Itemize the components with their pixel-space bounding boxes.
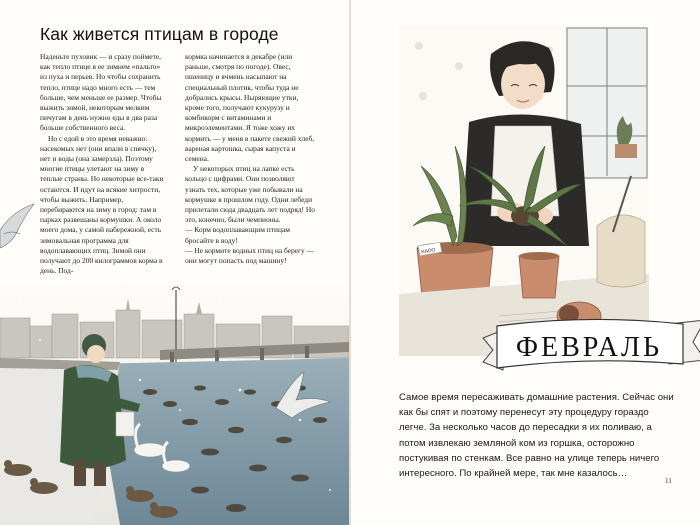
right-page	[351, 0, 700, 525]
caption-text: Самое время пересаживать домашние растения. Сейчас они как бы спят и поэтому перенесут эту процедуру гораздо легче. За несколько часов до пересадки я их поливаю, а потом извлекаю земляной ком из горшка, осторожно постукивая по стенкам. Все равно на улице теперь ничего интересного. По крайней мере, так мне казалось…	[399, 392, 674, 480]
paragraph: — Не кормите водных птиц на берегу — они могут попасть под машину!	[185, 245, 315, 266]
month-banner	[479, 316, 700, 378]
paragraph: Но с едой в это время неважно: насекомых нет (они впали в спячку), нет и воды (она замерзла). Поэтому многие птицы улетают на зиму в теплые страны. Но некоторые все-таки остаются. И идут на всякие хитрости, чтобы выжить. Например, перебираются на зиму в город: там в парках развешаны кормушки. А около моего дома, у самой набережной, есть зимовальная программа для водоплавающих птиц. Зимой они получают до 200 килограммов корма в день. Под-	[40, 133, 164, 276]
pot-label: KADO	[420, 247, 436, 256]
paragraph: кормка начинается в декабре (или раньше, смотря по погоде). Овес, пшеницу и ячмень насыпают на специальный плотик, чтобы туда не добрались крысы. Ныряющие утки, кроме того, получают кукурузу и комбикорм с витаминами и микроэлементами. Я тоже хожу их кормить — у меня в пакете свежий хлеб, вареная картошка, сырая капуста и семена.	[185, 52, 315, 164]
month-label: ФЕВРАЛЬ	[515, 332, 663, 363]
seagull-illustration	[0, 200, 40, 260]
text-column-1	[40, 52, 164, 276]
repotting-girl-illustration	[399, 26, 649, 356]
text-column-2	[185, 52, 315, 266]
paragraph: — Корм водоплавающим птицам бросайте в воду!	[185, 225, 290, 245]
page-number: 11	[665, 477, 672, 485]
paragraph: Наденьте пуховик — и сразу поймете, как тепло птице в ее зимнем «пальто» из пуха и перьев. Но чтобы сохранить тепло, птице надо много есть — тем больше, чем меньше ее размер. Чтобы выжить зимой, некоторым мелким пичугам в день нужно еды в два раза больше собственного веса.	[40, 52, 162, 133]
left-page	[0, 0, 349, 525]
paragraph: У некоторых птиц на лапке есть кольцо с цифрами. Они позволяют узнать тех, которые уже побывали на кормушке в прошлом году. Одни лебеди прилетали сюда двадцать лет подряд! Но это, конечно, были чемпионы.	[185, 164, 315, 225]
winter-embankment-illustration	[0, 280, 349, 525]
article-title: Как живется птицам в городе	[40, 24, 279, 44]
